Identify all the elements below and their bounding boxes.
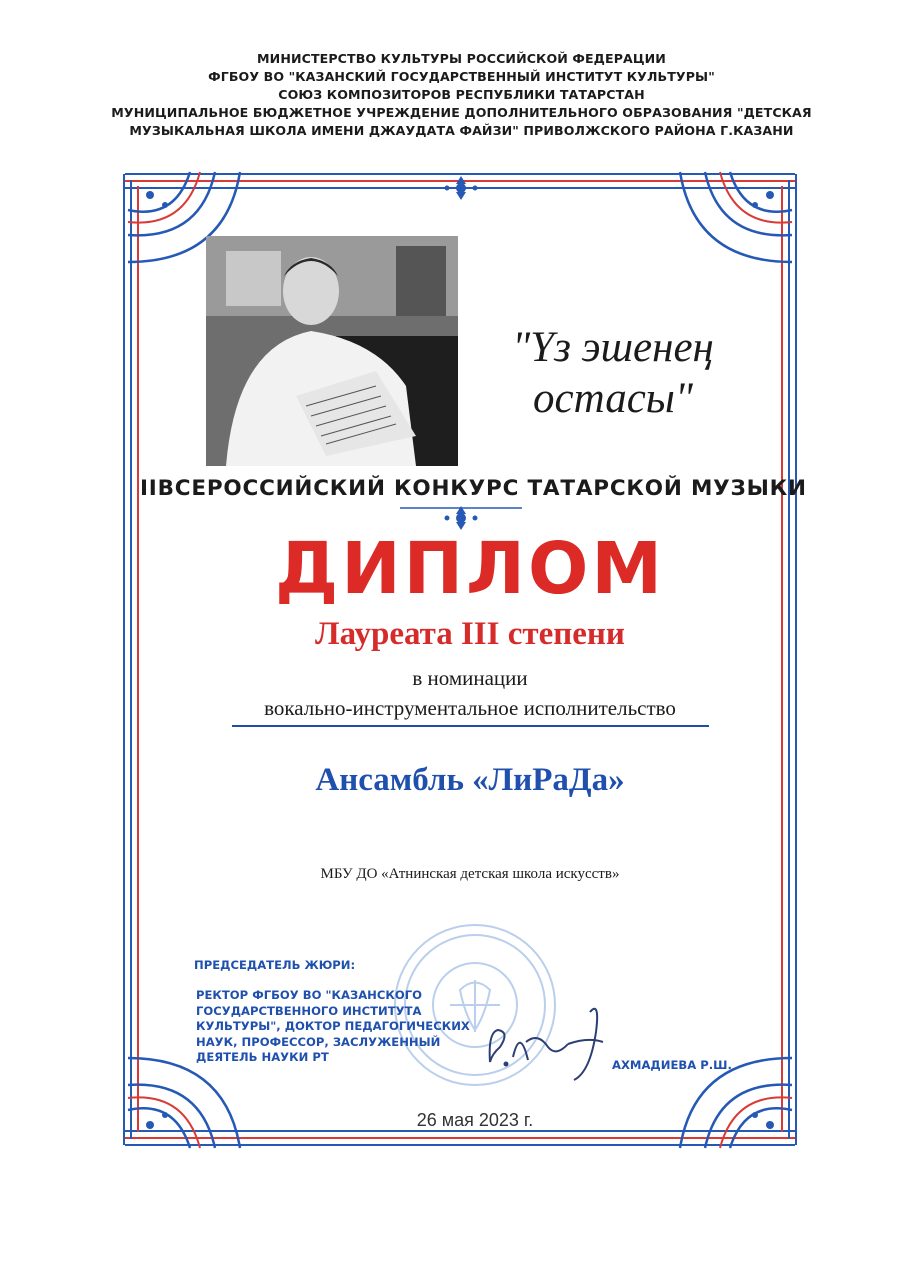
- ornament-icon: [420, 176, 502, 200]
- motto-line: "Үз эшенең: [512, 324, 714, 371]
- header-line: СОЮЗ КОМПОЗИТОРОВ РЕСПУБЛИКИ ТАТАРСТАН: [278, 87, 645, 102]
- header-line: ФГБОУ ВО "КАЗАНСКИЙ ГОСУДАРСТВЕННЫЙ ИНСТИТУТ КУЛЬТУРЫ": [208, 69, 715, 84]
- nomination-label: в номинации: [412, 666, 528, 690]
- jury-chair-name: АХМАДИЕВА Р.Ш.: [612, 1058, 732, 1072]
- header-line: МУНИЦИПАЛЬНОЕ БЮДЖЕТНОЕ УЧРЕЖДЕНИЕ ДОПОЛНИТЕЛЬНОГО ОБРАЗОВАНИЯ "ДЕТСКАЯ: [111, 105, 812, 120]
- contest-title: IIВСЕРОССИЙСКИЙ КОНКУРС ТАТАРСКОЙ МУЗЫКИ: [140, 476, 807, 501]
- nomination-value: вокально-инструментальное исполнительство: [264, 696, 676, 720]
- header-organizations: [40, 50, 883, 140]
- signature-icon: [478, 1002, 608, 1082]
- nomination-underline: [232, 725, 709, 727]
- header-line: МИНИСТЕРСТВО КУЛЬТУРЫ РОССИЙСКОЙ ФЕДЕРАЦИИ: [257, 51, 666, 66]
- header-line: МУЗЫКАЛЬНАЯ ШКОЛА ИМЕНИ ДЖАУДАТА ФАЙЗИ" ПРИВОЛЖСКОГО РАЙОНА Г.КАЗАНИ: [129, 123, 794, 138]
- motto-line: остасы": [533, 375, 693, 422]
- ensemble-name: Ансамбль «ЛиРаДа»: [315, 762, 625, 798]
- issue-date: 26 мая 2023 г.: [416, 1110, 534, 1130]
- motto: [478, 322, 748, 424]
- laureate-degree: Лауреата III степени: [315, 616, 625, 652]
- jury-chair-description: РЕКТОР ФГБОУ ВО "КАЗАНСКОГО ГОСУДАРСТВЕННОГО ИНСТИТУТА КУЛЬТУРЫ", ДОКТОР ПЕДАГОГИЧЕСКИХ НАУК, ПРОФЕССОР, ЗАСЛУЖЕННЫЙ ДЕЯТЕЛЬ НАУКИ РТ: [196, 988, 470, 1064]
- portrait-photo: [206, 236, 458, 466]
- jury-chair-label: ПРЕДСЕДАТЕЛЬ ЖЮРИ:: [194, 958, 356, 972]
- diploma-title: ДИПЛОМ: [274, 527, 666, 610]
- school-name: МБУ ДО «Атнинская детская школа искусств»: [320, 866, 620, 882]
